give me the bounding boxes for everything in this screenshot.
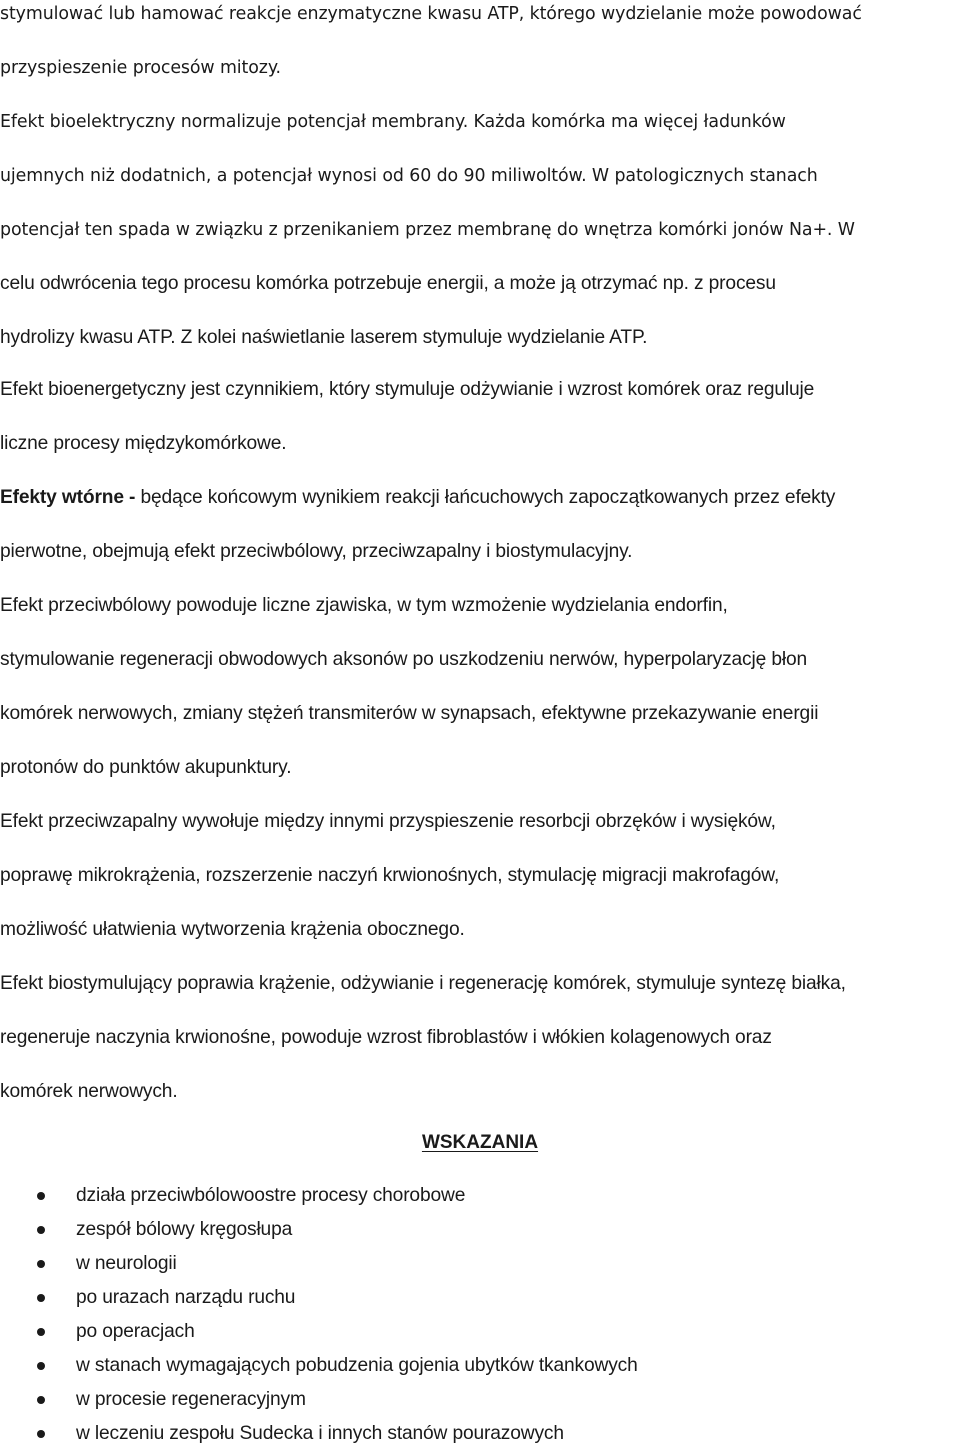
paragraph-line: Efekt przeciwzapalny wywołuje między innymi przyspieszenie resorbcji obrzęków i wysięków, <box>0 811 776 832</box>
bullet-icon <box>37 1226 45 1234</box>
list-item-text: zespół bólowy kręgosłupa <box>76 1219 293 1240</box>
bullet-icon <box>37 1430 45 1438</box>
list-item <box>0 1388 638 1422</box>
list-item <box>0 1354 638 1388</box>
paragraph-text: będące końcowym wynikiem reakcji łańcuchowych zapoczątkowanych przez efekty <box>135 487 836 508</box>
bullet-icon <box>37 1362 45 1370</box>
list-item-text: działa przeciwbólowoostre procesy chorobowe <box>76 1185 466 1206</box>
paragraph-line: celu odwrócenia tego procesu komórka potrzebuje energii, a może ją otrzymać np. z procesu <box>0 273 776 294</box>
paragraph-line: regeneruje naczynia krwionośne, powoduje wzrost fibroblastów i włókien kolagenowych oraz <box>0 1027 772 1048</box>
paragraph-line: Efekt bioelektryczny normalizuje potencjał membrany. Każda komórka ma więcej ładunków <box>0 112 786 132</box>
indications-list <box>0 1184 638 1456</box>
paragraph-line: protonów do punktów akupunktury. <box>0 757 292 778</box>
paragraph-line: hydrolizy kwasu ATP. Z kolei naświetlanie laserem stymuluje wydzielanie ATP. <box>0 327 648 348</box>
bold-lead: Efekty wtórne - <box>0 487 136 508</box>
bullet-icon <box>37 1328 45 1336</box>
paragraph-line: komórek nerwowych, zmiany stężeń transmiterów w synapsach, efektywne przekazywanie energii <box>0 703 819 724</box>
bullet-icon <box>37 1260 45 1268</box>
bullet-icon <box>37 1192 45 1200</box>
paragraph-line: Efekt przeciwbólowy powoduje liczne zjawiska, w tym wzmożenie wydzielania endorfin, <box>0 595 728 616</box>
paragraph-line: Efekt biostymulujący poprawia krążenie, odżywianie i regenerację komórek, stymuluje syntezę białka, <box>0 973 846 994</box>
bullet-icon <box>37 1396 45 1404</box>
paragraph-line: pierwotne, obejmują efekt przeciwbólowy, przeciwzapalny i biostymulacyjny. <box>0 541 633 562</box>
section-heading-text: WSKAZANIA <box>421 1132 539 1153</box>
list-item-text: w neurologii <box>76 1253 177 1274</box>
list-item <box>0 1422 638 1456</box>
list-item <box>0 1320 638 1354</box>
paragraph-line: potencjał ten spada w związku z przenikaniem przez membranę do wnętrza komórki jonów Na+. W <box>0 220 855 240</box>
paragraph-line: komórek nerwowych. <box>0 1081 178 1102</box>
paragraph-line: poprawę mikrokrążenia, rozszerzenie naczyń krwionośnych, stymulację migracji makrofagów, <box>0 865 780 886</box>
paragraph-line: przyspieszenie procesów mitozy. <box>0 58 281 78</box>
list-item <box>0 1218 638 1252</box>
list-item <box>0 1286 638 1320</box>
paragraph-line: ujemnych niż dodatnich, a potencjał wynosi od 60 do 90 miliwoltów. W patologicznych stanach <box>0 166 818 186</box>
paragraph-line: Efekt bioenergetyczny jest czynnikiem, który stymuluje odżywianie i wzrost komórek oraz reguluje <box>0 379 815 400</box>
list-item <box>0 1252 638 1286</box>
list-item-text: w leczeniu zespołu Sudecka i innych stanów pourazowych <box>76 1423 564 1444</box>
list-item-text: po operacjach <box>76 1321 195 1342</box>
list-item-text: w stanach wymagających pobudzenia gojenia ubytków tkankowych <box>76 1355 638 1376</box>
paragraph-line <box>0 486 835 510</box>
paragraph-line: stymulować lub hamować reakcje enzymatyczne kwasu ATP, którego wydzielanie może powodować <box>0 4 862 24</box>
paragraph-line: możliwość ułatwienia wytworzenia krążenia obocznego. <box>0 919 465 940</box>
paragraph-line: liczne procesy międzykomórkowe. <box>0 433 287 454</box>
paragraph-line: stymulowanie regeneracji obwodowych aksonów po uszkodzeniu nerwów, hyperpolaryzację błon <box>0 649 807 670</box>
bullet-icon <box>37 1294 45 1302</box>
section-heading <box>0 1131 960 1155</box>
list-item-text: w procesie regeneracyjnym <box>76 1389 306 1410</box>
list-item-text: po urazach narządu ruchu <box>76 1287 296 1308</box>
list-item <box>0 1184 638 1218</box>
